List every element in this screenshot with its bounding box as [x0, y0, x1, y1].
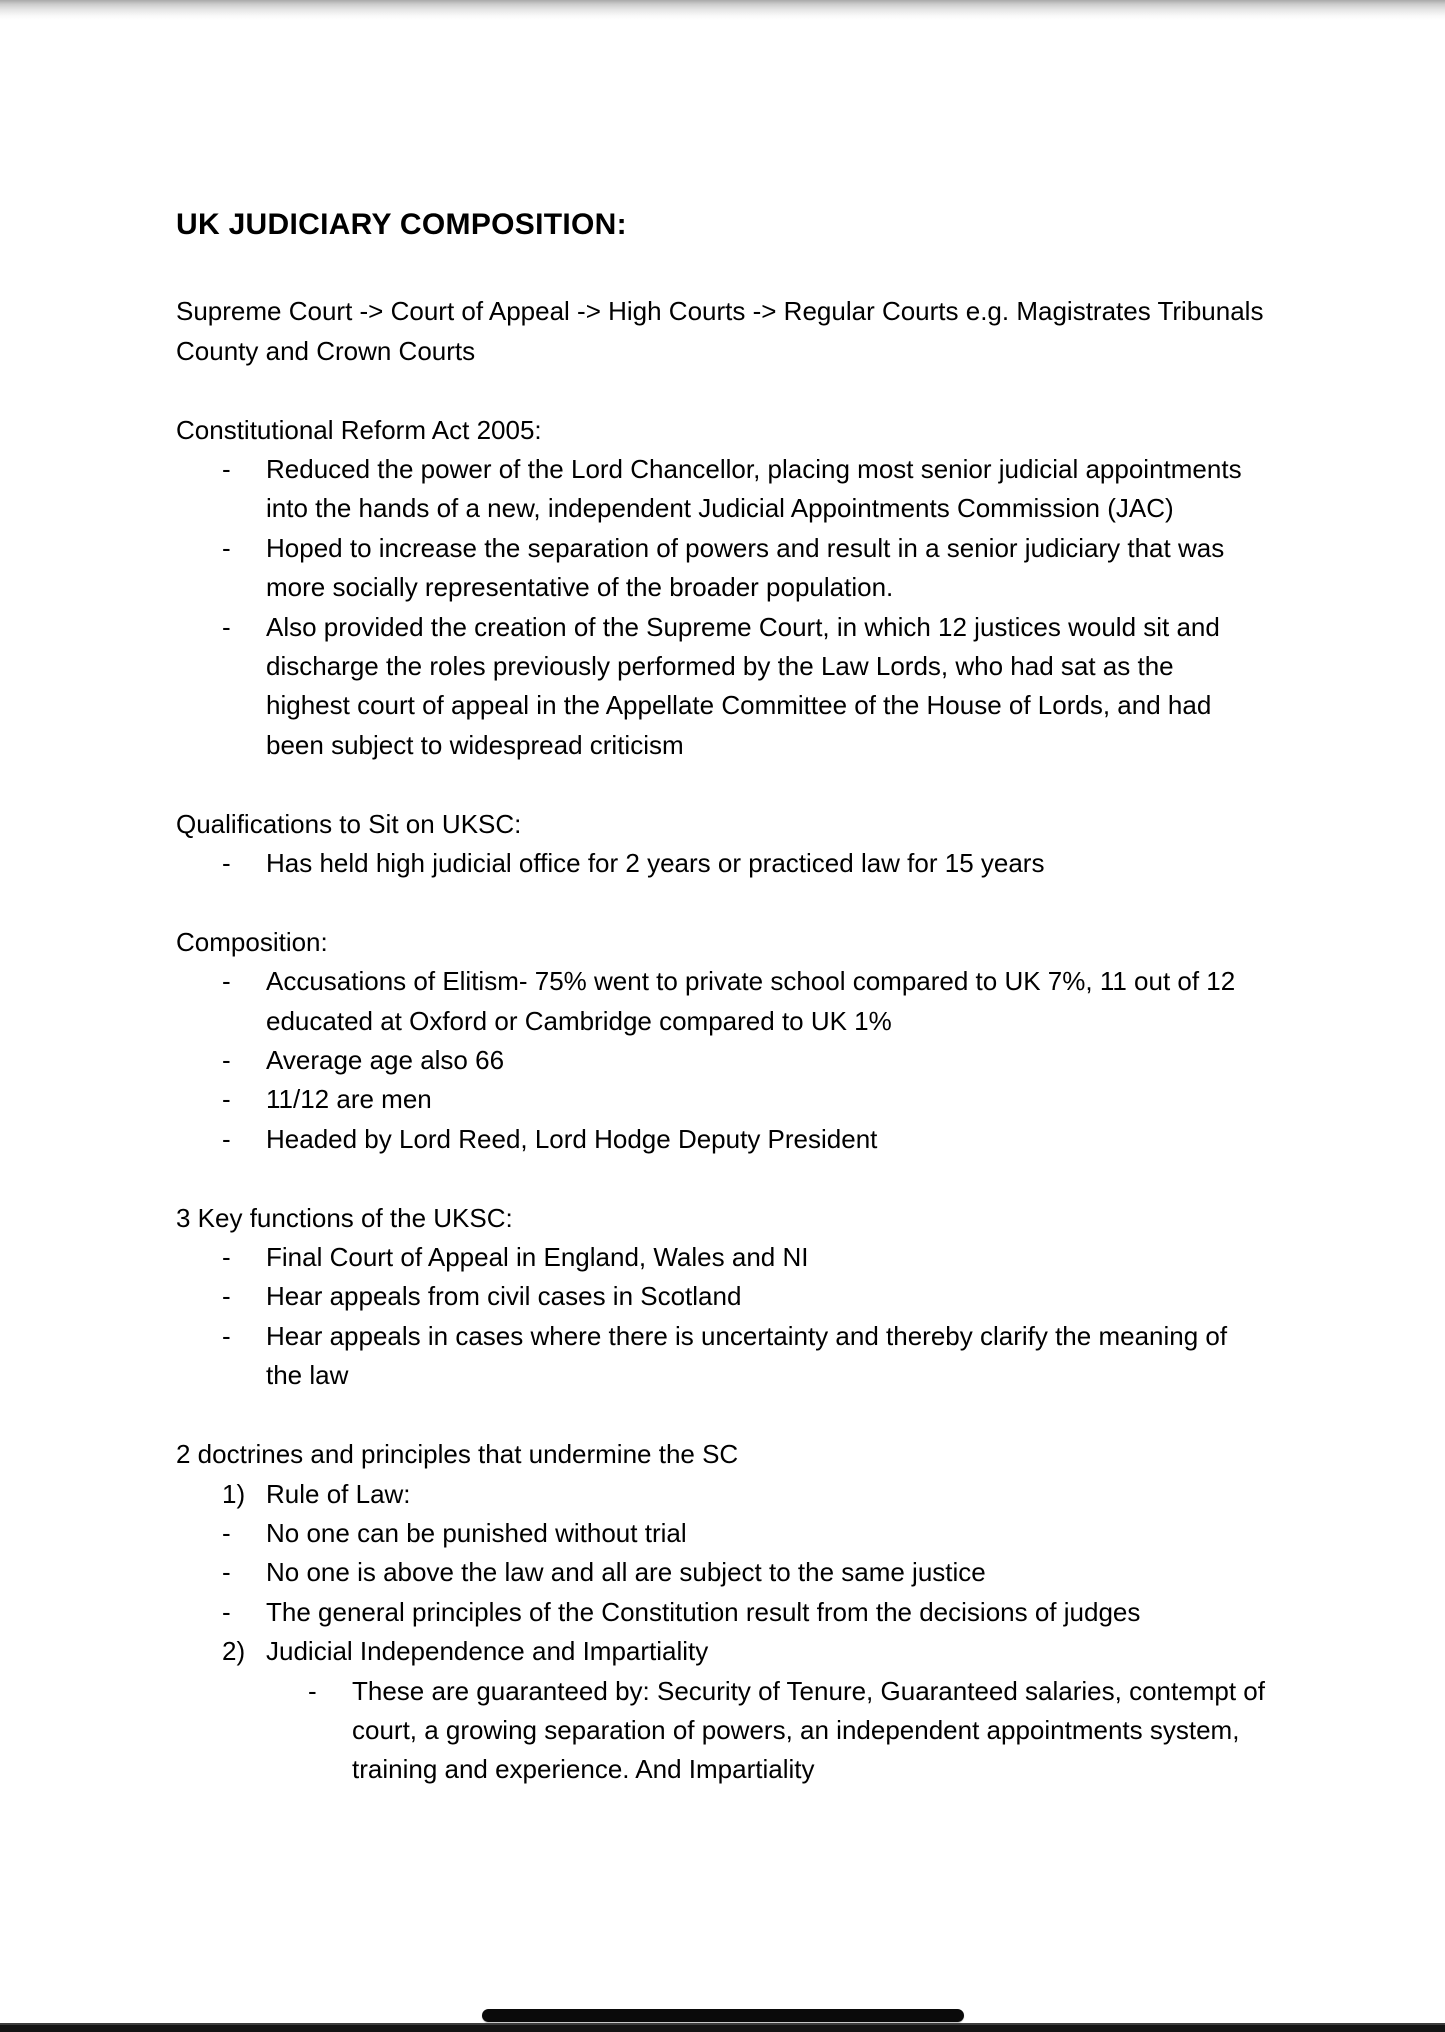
bullet-text: 11/12 are men	[266, 1084, 432, 1115]
paragraph: Composition:	[176, 926, 328, 957]
number-label: 2)	[222, 1636, 246, 1667]
bullet-text: The general principles of the Constitution result from the decisions of judges	[266, 1596, 1141, 1627]
blank-line	[176, 371, 1336, 410]
bullet-item	[176, 1593, 1336, 1632]
sub-bullet-item	[176, 1672, 1336, 1790]
bullet-marker: -	[222, 1320, 231, 1351]
bullet-item	[176, 1553, 1336, 1592]
bullet-item	[176, 1120, 1336, 1159]
bullet-text: No one can be punished without trial	[266, 1517, 687, 1548]
bullet-text: Hear appeals from civil cases in Scotland	[266, 1281, 742, 1312]
bullet-text: No one is above the law and all are subject to the same justice	[266, 1557, 986, 1588]
top-toolbar-shadow	[0, 0, 1445, 20]
bullet-text: These are guaranteed by: Security of Tenure, Guaranteed salaries, contempt of court, a growing separation of powers, an independent appointments system, training and experience. And Impartiality	[352, 1675, 1265, 1785]
bottom-bar	[0, 2023, 1445, 2032]
bullet-item	[176, 1514, 1336, 1553]
paragraph: Supreme Court -> Court of Appeal -> High Courts -> Regular Courts e.g. Magistrates Tribunals County and Crown Courts	[176, 296, 1264, 366]
bullet-marker: -	[222, 848, 231, 879]
bullet-text: Has held high judicial office for 2 years or practiced law for 15 years	[266, 848, 1045, 879]
bullet-text: Hear appeals in cases where there is uncertainty and thereby clarify the meaning of the law	[266, 1320, 1228, 1391]
bullet-marker: -	[222, 1045, 231, 1076]
bullet-item	[176, 529, 1336, 608]
document-page[interactable]	[176, 197, 1336, 1790]
bullet-marker: -	[222, 1084, 231, 1115]
bullet-text: Accusations of Elitism- 75% went to private school compared to UK 7%, 11 out of 12 educated at Oxford or Cambridge compared to UK 1%	[266, 966, 1236, 1036]
blank-line	[176, 253, 1336, 292]
home-indicator[interactable]	[482, 2009, 964, 2022]
bullet-marker: -	[222, 1557, 231, 1588]
bullet-marker: -	[222, 1281, 231, 1312]
bullet-item	[176, 1277, 1336, 1316]
bullet-text: Judicial Independence and Impartiality	[266, 1636, 709, 1667]
bullet-text: Also provided the creation of the Supreme Court, in which 12 justices would sit and discharge the roles previously performed by the Law Lords, who had sat as the highest court of appeal in the Appellate Committee of the House of Lords, and had been subject to widespread criticism	[266, 611, 1220, 760]
bullet-marker: -	[222, 1123, 231, 1154]
blank-line	[176, 1159, 1336, 1198]
bullet-marker: -	[222, 454, 231, 484]
paragraph: Qualifications to Sit on UKSC:	[176, 808, 522, 839]
bullet-item	[176, 962, 1336, 1041]
blank-line	[176, 883, 1336, 922]
bullet-text: Final Court of Appeal in England, Wales and NI	[266, 1242, 809, 1273]
bullet-marker: -	[222, 611, 231, 642]
bullet-marker: -	[308, 1675, 317, 1706]
bullet-marker: -	[222, 1596, 231, 1627]
bullet-marker: -	[222, 966, 231, 997]
bullet-item	[176, 1238, 1336, 1277]
bullet-text: Headed by Lord Reed, Lord Hodge Deputy President	[266, 1123, 878, 1154]
blank-line	[176, 1396, 1336, 1435]
bullet-text: Reduced the power of the Lord Chancellor, placing most senior judicial appointments into the hands of a new, independent Judicial Appointments Commission (JAC)	[266, 454, 1242, 524]
bullet-item	[176, 450, 1336, 529]
blank-line	[176, 765, 1336, 804]
numbered-item	[176, 1632, 1336, 1671]
bullet-text: Hoped to increase the separation of powers and result in a senior judiciary that was more socially representative of the broader population.	[266, 532, 1225, 603]
paragraph: 2 doctrines and principles that undermine the SC	[176, 1439, 739, 1470]
bullet-item	[176, 1080, 1336, 1119]
bullet-marker: -	[222, 1517, 231, 1548]
paragraph: 3 Key functions of the UKSC:	[176, 1202, 513, 1233]
document-title: UK JUDICIARY COMPOSITION:	[176, 208, 627, 241]
bullet-marker: -	[222, 532, 231, 563]
bullet-text: Rule of Law:	[266, 1478, 411, 1509]
bullet-item	[176, 844, 1336, 883]
bullet-marker: -	[222, 1242, 231, 1273]
bullet-item	[176, 608, 1336, 766]
bullet-item	[176, 1041, 1336, 1080]
paragraph: Constitutional Reform Act 2005:	[176, 414, 542, 445]
number-label: 1)	[222, 1478, 246, 1509]
bullet-item	[176, 1317, 1336, 1396]
numbered-item	[176, 1475, 1336, 1514]
bullet-text: Average age also 66	[266, 1045, 505, 1076]
